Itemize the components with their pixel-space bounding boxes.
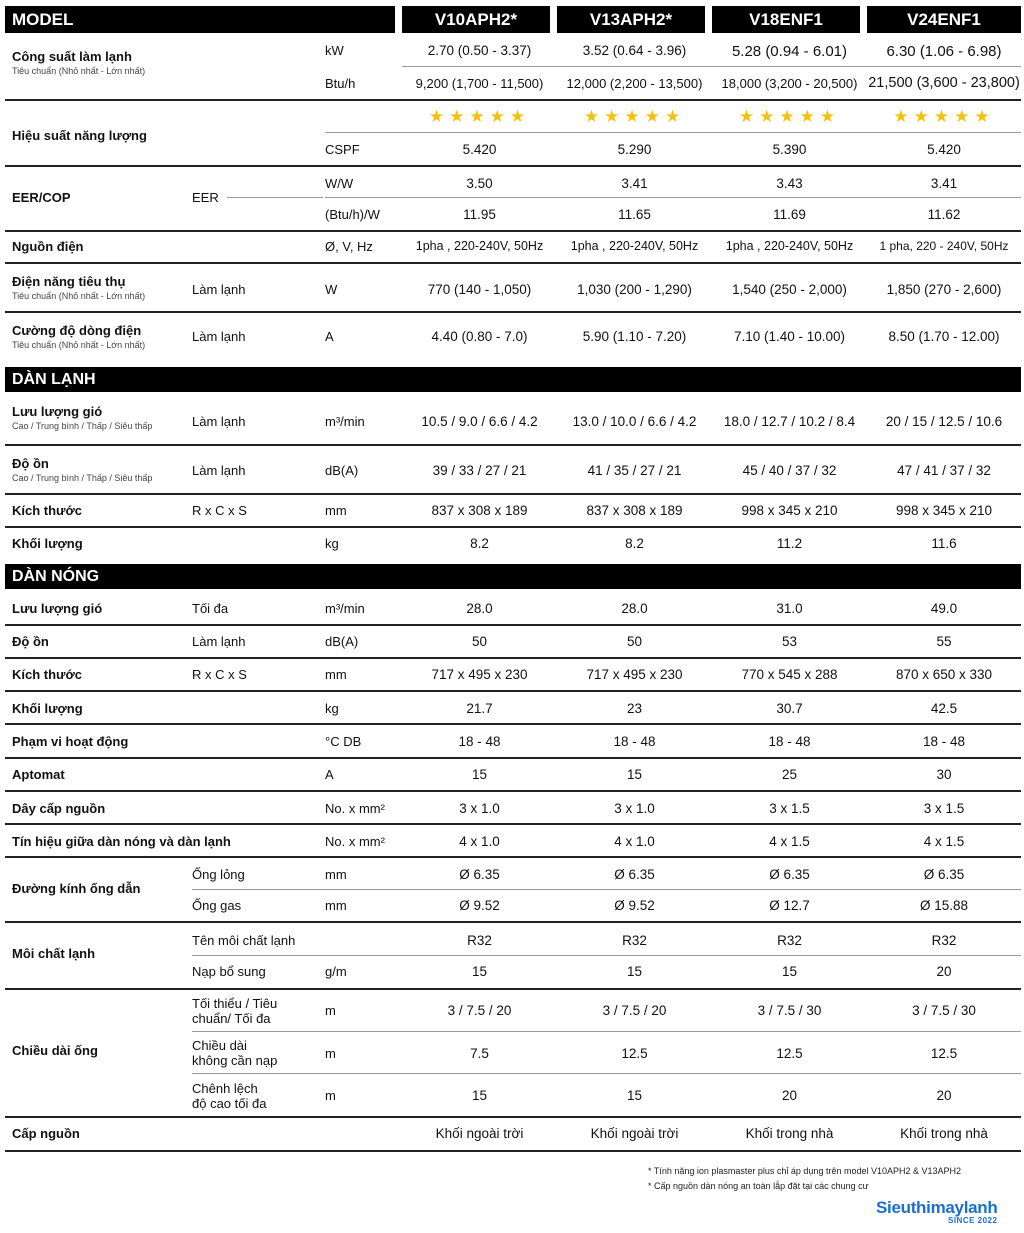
divider bbox=[5, 657, 1021, 659]
breaker-unit: A bbox=[325, 767, 334, 782]
power-source-unit: Ø, V, Hz bbox=[325, 239, 373, 254]
supply-3: Khối trong nhà bbox=[745, 1126, 834, 1141]
divider bbox=[5, 921, 1021, 923]
outdoor-size-sub: R x C x S bbox=[192, 667, 247, 682]
current-label bbox=[12, 323, 145, 350]
outdoor-noise-unit: dB(A) bbox=[325, 634, 359, 649]
supply-label: Cấp nguồn bbox=[12, 1126, 80, 1141]
refrigerant-label: Môi chất lạnh bbox=[12, 946, 96, 961]
outdoor-weight-2: 23 bbox=[626, 701, 643, 716]
operating-range-label: Phạm vi hoạt động bbox=[12, 734, 129, 749]
signal-cable-1: 4 x 1.0 bbox=[459, 834, 500, 849]
consumption-3: 1,540 (250 - 2,000) bbox=[732, 282, 847, 297]
capacity-kw-3: 5.28 (0.94 - 6.01) bbox=[731, 43, 848, 60]
outdoor-weight-4: 42.5 bbox=[930, 701, 958, 716]
capacity-kw-1: 2.70 (0.50 - 3.37) bbox=[427, 43, 532, 58]
divider bbox=[325, 197, 1021, 198]
pipe-length-minmax-4: 3 / 7.5 / 30 bbox=[912, 1003, 976, 1018]
capacity-btu-2: 12,000 (2,200 - 13,500) bbox=[566, 76, 703, 91]
star-rating-2: ★★★★★ bbox=[583, 107, 686, 126]
outdoor-noise-2: 50 bbox=[626, 634, 643, 649]
indoor-size-label: Kích thước bbox=[12, 503, 82, 518]
power-cable-unit: No. x mm² bbox=[325, 801, 385, 816]
outdoor-airflow-unit: m³/min bbox=[325, 601, 365, 616]
consumption-sub: Làm lạnh bbox=[192, 282, 246, 297]
eer-ww-2: 3.41 bbox=[621, 176, 648, 191]
divider bbox=[402, 66, 1021, 67]
gas-pipe-2: Ø 9.52 bbox=[614, 898, 655, 913]
pipe-length-height-4: 20 bbox=[936, 1088, 952, 1103]
operating-range-unit: °C DB bbox=[325, 734, 362, 749]
divider bbox=[5, 493, 1021, 495]
capacity-unit-btu: Btu/h bbox=[325, 76, 356, 91]
capacity-kw-4: 6.30 (1.06 - 6.98) bbox=[886, 43, 1002, 60]
model-col-2: V13APH2* bbox=[557, 6, 705, 33]
cspf-1: 5.420 bbox=[462, 142, 497, 157]
section-indoor: DÀN LẠNH bbox=[5, 367, 1021, 392]
divider bbox=[5, 823, 1021, 825]
signal-cable-3: 4 x 1.5 bbox=[769, 834, 810, 849]
outdoor-size-1: 717 x 495 x 230 bbox=[431, 667, 528, 682]
outdoor-size-label: Kích thước bbox=[12, 667, 82, 682]
gas-pipe-sub: Ống gas bbox=[192, 898, 242, 913]
indoor-airflow-label bbox=[12, 404, 152, 431]
power-cable-1: 3 x 1.0 bbox=[459, 801, 500, 816]
eer-sub: EER bbox=[192, 190, 219, 205]
liquid-pipe-4: Ø 6.35 bbox=[923, 867, 965, 882]
current-1: 4.40 (0.80 - 7.0) bbox=[431, 329, 528, 344]
indoor-airflow-title: Lưu lượng gió bbox=[12, 404, 103, 419]
supply-4: Khối trong nhà bbox=[900, 1126, 988, 1141]
eer-ww-3: 3.43 bbox=[776, 176, 803, 191]
indoor-airflow-note: Cao / Trung bình / Thấp / Siêu thấp bbox=[12, 421, 153, 431]
breaker-1: 15 bbox=[471, 767, 488, 782]
consumption-title: Điện năng tiêu thụ bbox=[12, 274, 126, 289]
pipe-length-label: Chiều dài ống bbox=[12, 1043, 98, 1058]
outdoor-weight-label: Khối lượng bbox=[12, 701, 83, 716]
indoor-weight-2: 8.2 bbox=[625, 536, 644, 551]
model-col-4: V24ENF1 bbox=[867, 6, 1021, 33]
consumption-4: 1,850 (270 - 2,600) bbox=[886, 282, 1002, 297]
operating-range-2: 18 - 48 bbox=[613, 734, 656, 749]
pipe-length-nocharge-4: 12.5 bbox=[930, 1046, 958, 1061]
pipe-length-height-line2: độ cao tối đa bbox=[192, 1096, 267, 1111]
indoor-noise-label bbox=[12, 456, 152, 483]
breaker-3: 25 bbox=[781, 767, 798, 782]
supply-1: Khối ngoài trời bbox=[435, 1126, 524, 1141]
efficiency-label: Hiệu suất năng lượng bbox=[12, 128, 147, 143]
divider bbox=[5, 723, 1021, 725]
pipe-length-minmax-1: 3 / 7.5 / 20 bbox=[447, 1003, 512, 1018]
capacity-label bbox=[12, 49, 145, 76]
indoor-size-unit: mm bbox=[325, 503, 347, 518]
indoor-size-4: 998 x 345 x 210 bbox=[895, 503, 993, 518]
divider bbox=[5, 624, 1021, 626]
divider bbox=[325, 132, 1021, 133]
indoor-noise-2: 41 / 35 / 27 / 21 bbox=[587, 463, 682, 478]
outdoor-airflow-sub: Tối đa bbox=[192, 601, 229, 616]
divider bbox=[192, 955, 1021, 956]
eer-btuw-3: 11.69 bbox=[773, 207, 806, 222]
model-header: MODEL bbox=[5, 6, 395, 33]
outdoor-noise-4: 55 bbox=[936, 634, 952, 649]
power-source-2: 1pha , 220-240V, 50Hz bbox=[570, 239, 699, 253]
power-cable-label: Dây cấp nguồn bbox=[12, 801, 106, 816]
refrigerant-charge-unit: g/m bbox=[325, 964, 347, 979]
outdoor-noise-1: 50 bbox=[471, 634, 488, 649]
pipe-length-nocharge-1: 7.5 bbox=[470, 1046, 489, 1061]
liquid-pipe-3: Ø 6.35 bbox=[769, 867, 810, 882]
pipe-length-minmax-2: 3 / 7.5 / 20 bbox=[602, 1003, 667, 1018]
cspf-3: 5.390 bbox=[772, 142, 807, 157]
footnotes bbox=[648, 1164, 961, 1194]
pipe-length-unit-2: m bbox=[325, 1046, 336, 1061]
indoor-weight-unit: kg bbox=[325, 536, 339, 551]
pipe-length-nocharge-line1: Chiều dài bbox=[192, 1038, 247, 1053]
pipe-length-height-sub bbox=[192, 1081, 266, 1111]
outdoor-size-3: 770 x 545 x 288 bbox=[741, 667, 838, 682]
indoor-noise-title: Độ ồn bbox=[12, 456, 49, 471]
liquid-pipe-2: Ø 6.35 bbox=[614, 867, 655, 882]
indoor-airflow-1: 10.5 / 9.0 / 6.6 / 4.2 bbox=[421, 414, 538, 429]
gas-pipe-3: Ø 12.7 bbox=[769, 898, 810, 913]
breaker-2: 15 bbox=[626, 767, 643, 782]
eer-btuw-4: 11.62 bbox=[927, 207, 961, 222]
indoor-noise-note: Cao / Trung bình / Thấp / Siêu thấp bbox=[12, 473, 153, 483]
current-title: Cường độ dòng điện bbox=[12, 323, 142, 338]
gas-pipe-unit: mm bbox=[325, 898, 347, 913]
footnote-1: * Tính năng ion plasmaster plus chỉ áp dụng trên model V10APH2 & V13APH2 bbox=[648, 1166, 962, 1176]
gas-pipe-1: Ø 9.52 bbox=[459, 898, 500, 913]
pipe-length-nocharge-line2: không cần nạp bbox=[192, 1053, 278, 1068]
cspf-2: 5.290 bbox=[617, 142, 652, 157]
cspf-4: 5.420 bbox=[927, 142, 961, 157]
outdoor-noise-sub: Làm lạnh bbox=[192, 634, 246, 649]
indoor-airflow-sub: Làm lạnh bbox=[192, 414, 246, 429]
divider bbox=[5, 99, 1021, 101]
power-cable-4: 3 x 1.5 bbox=[923, 801, 965, 816]
indoor-airflow-4: 20 / 15 / 12.5 / 10.6 bbox=[885, 414, 1003, 429]
refrigerant-charge-2: 15 bbox=[626, 964, 643, 979]
power-cable-2: 3 x 1.0 bbox=[614, 801, 655, 816]
eer-btuw-1: 11.95 bbox=[463, 207, 496, 222]
eer-unit-btuw: (Btu/h)/W bbox=[325, 207, 380, 222]
outdoor-airflow-1: 28.0 bbox=[466, 601, 493, 616]
divider bbox=[5, 311, 1021, 313]
divider bbox=[5, 1150, 1021, 1152]
eer-ww-1: 3.50 bbox=[466, 176, 493, 191]
indoor-airflow-3: 18.0 / 12.7 / 10.2 / 8.4 bbox=[723, 414, 856, 429]
star-rating-1: ★★★★★ bbox=[428, 107, 531, 126]
star-rating-4: ★★★★★ bbox=[893, 107, 995, 126]
footnote-2: * Cấp nguồn dàn nóng an toàn lắp đặt tại các chung cư bbox=[648, 1181, 869, 1191]
pipe-length-minmax-3: 3 / 7.5 / 30 bbox=[757, 1003, 822, 1018]
outdoor-airflow-2: 28.0 bbox=[621, 601, 648, 616]
divider bbox=[5, 230, 1021, 232]
breaker-label: Aptomat bbox=[12, 767, 65, 782]
divider bbox=[227, 197, 323, 198]
power-source-1: 1pha , 220-240V, 50Hz bbox=[415, 239, 544, 253]
divider bbox=[5, 1116, 1021, 1118]
operating-range-4: 18 - 48 bbox=[922, 734, 966, 749]
pipe-length-nocharge-3: 12.5 bbox=[776, 1046, 803, 1061]
indoor-airflow-unit: m³/min bbox=[325, 414, 365, 429]
consumption-1: 770 (140 - 1,050) bbox=[427, 282, 532, 297]
eer-unit-ww: W/W bbox=[325, 176, 354, 191]
current-2: 5.90 (1.10 - 7.20) bbox=[582, 329, 687, 344]
brand-name: Sieuthimaylanh bbox=[876, 1198, 998, 1217]
power-source-label: Nguồn điện bbox=[12, 239, 84, 254]
star-rating-3: ★★★★★ bbox=[738, 107, 841, 126]
divider bbox=[192, 1031, 1021, 1032]
signal-cable-label: Tín hiệu giữa dàn nóng và dàn lạnh bbox=[12, 834, 231, 849]
indoor-size-sub: R x C x S bbox=[192, 503, 247, 518]
refrigerant-name-sub: Tên môi chất lạnh bbox=[192, 933, 296, 948]
pipe-length-height-3: 20 bbox=[781, 1088, 798, 1103]
model-col-1: V10APH2* bbox=[402, 6, 550, 33]
outdoor-weight-3: 30.7 bbox=[776, 701, 803, 716]
signal-cable-2: 4 x 1.0 bbox=[614, 834, 655, 849]
indoor-noise-sub: Làm lạnh bbox=[192, 463, 246, 478]
indoor-noise-3: 45 / 40 / 37 / 32 bbox=[742, 463, 837, 478]
current-4: 8.50 (1.70 - 12.00) bbox=[888, 329, 1000, 344]
eer-btuw-2: 11.65 bbox=[618, 207, 651, 222]
pipe-length-height-2: 15 bbox=[626, 1088, 643, 1103]
pipe-length-minmax-line1: Tối thiểu / Tiêu bbox=[192, 996, 278, 1011]
refrigerant-charge-3: 15 bbox=[781, 964, 798, 979]
refrigerant-name-2: R32 bbox=[622, 933, 647, 948]
model-col-3: V18ENF1 bbox=[712, 6, 860, 33]
divider bbox=[5, 526, 1021, 528]
pipe-length-minmax-sub bbox=[192, 996, 277, 1026]
divider bbox=[5, 988, 1021, 990]
refrigerant-charge-4: 20 bbox=[936, 964, 952, 979]
divider bbox=[5, 444, 1021, 446]
brand-since: SINCE 2022 bbox=[947, 1216, 998, 1225]
indoor-weight-4: 11.6 bbox=[931, 536, 957, 551]
divider bbox=[192, 1073, 1021, 1074]
consumption-label bbox=[12, 274, 145, 301]
brand-logo bbox=[876, 1198, 997, 1225]
divider bbox=[5, 790, 1021, 792]
liquid-pipe-sub: Ống lỏng bbox=[192, 867, 245, 882]
liquid-pipe-unit: mm bbox=[325, 867, 347, 882]
pipe-diameter-label: Đường kính ống dẫn bbox=[12, 881, 141, 896]
pipe-length-nocharge-2: 12.5 bbox=[621, 1046, 648, 1061]
divider bbox=[192, 889, 1021, 890]
indoor-weight-1: 8.2 bbox=[470, 536, 489, 551]
section-outdoor: DÀN NÓNG bbox=[5, 564, 1021, 589]
operating-range-3: 18 - 48 bbox=[768, 734, 811, 749]
pipe-length-unit-3: m bbox=[325, 1088, 336, 1103]
pipe-length-height-1: 15 bbox=[471, 1088, 488, 1103]
indoor-airflow-2: 13.0 / 10.0 / 6.6 / 4.2 bbox=[572, 414, 697, 429]
capacity-note: Tiêu chuẩn (Nhỏ nhất - Lớn nhất) bbox=[12, 66, 146, 76]
current-note: Tiêu chuẩn (Nhỏ nhất - Lớn nhất) bbox=[12, 340, 146, 350]
outdoor-noise-3: 53 bbox=[781, 634, 798, 649]
outdoor-size-2: 717 x 495 x 230 bbox=[586, 667, 683, 682]
current-unit: A bbox=[325, 329, 334, 344]
divider bbox=[5, 757, 1021, 759]
outdoor-airflow-4: 49.0 bbox=[930, 601, 958, 616]
refrigerant-charge-1: 15 bbox=[471, 964, 488, 979]
pipe-length-height-line1: Chênh lệch bbox=[192, 1081, 258, 1096]
refrigerant-charge-sub: Nạp bổ sung bbox=[192, 964, 266, 979]
refrigerant-name-1: R32 bbox=[467, 933, 492, 948]
power-source-3: 1pha , 220-240V, 50Hz bbox=[725, 239, 854, 253]
divider bbox=[5, 856, 1021, 858]
capacity-btu-1: 9,200 (1,700 - 11,500) bbox=[415, 76, 544, 91]
indoor-weight-3: 11.2 bbox=[776, 536, 803, 551]
outdoor-weight-unit: kg bbox=[325, 701, 339, 716]
outdoor-airflow-label: Lưu lượng gió bbox=[12, 601, 103, 616]
refrigerant-name-3: R32 bbox=[777, 933, 802, 948]
indoor-size-2: 837 x 308 x 189 bbox=[586, 503, 683, 518]
capacity-kw-2: 3.52 (0.64 - 3.96) bbox=[582, 43, 687, 58]
signal-cable-unit: No. x mm² bbox=[325, 834, 385, 849]
outdoor-size-unit: mm bbox=[325, 667, 347, 682]
indoor-size-1: 837 x 308 x 189 bbox=[431, 503, 528, 518]
outdoor-weight-1: 21.7 bbox=[466, 701, 493, 716]
indoor-noise-1: 39 / 33 / 27 / 21 bbox=[432, 463, 527, 478]
current-3: 7.10 (1.40 - 10.00) bbox=[733, 329, 846, 344]
divider bbox=[5, 690, 1021, 692]
capacity-btu-4: 21,500 (3,600 - 23,800) bbox=[868, 75, 1020, 91]
consumption-2: 1,030 (200 - 1,290) bbox=[577, 282, 692, 297]
pipe-length-nocharge-sub bbox=[192, 1038, 277, 1068]
supply-2: Khối ngoài trời bbox=[590, 1126, 679, 1141]
outdoor-airflow-3: 31.0 bbox=[776, 601, 803, 616]
indoor-weight-label: Khối lượng bbox=[12, 536, 83, 551]
breaker-4: 30 bbox=[936, 767, 952, 782]
eer-label: EER/COP bbox=[12, 190, 71, 205]
consumption-unit: W bbox=[325, 282, 338, 297]
cspf-unit: CSPF bbox=[325, 142, 360, 157]
capacity-unit-kw: kW bbox=[325, 43, 344, 58]
table-header bbox=[5, 0, 1021, 33]
indoor-noise-4: 47 / 41 / 37 / 32 bbox=[897, 463, 991, 478]
gas-pipe-4: Ø 15.88 bbox=[919, 898, 969, 913]
operating-range-1: 18 - 48 bbox=[458, 734, 501, 749]
power-source-4: 1 pha, 220 - 240V, 50Hz bbox=[879, 239, 1009, 253]
indoor-noise-unit: dB(A) bbox=[325, 463, 359, 478]
outdoor-noise-label: Độ ồn bbox=[12, 634, 49, 649]
eer-ww-4: 3.41 bbox=[930, 176, 958, 191]
pipe-length-minmax-line2: chuẩn/ Tối đa bbox=[192, 1011, 271, 1026]
divider bbox=[5, 262, 1021, 264]
refrigerant-name-4: R32 bbox=[931, 933, 957, 948]
signal-cable-4: 4 x 1.5 bbox=[923, 834, 965, 849]
divider bbox=[5, 165, 1021, 167]
outdoor-size-4: 870 x 650 x 330 bbox=[895, 667, 993, 682]
consumption-note: Tiêu chuẩn (Nhỏ nhất - Lớn nhất) bbox=[12, 291, 146, 301]
pipe-length-unit: m bbox=[325, 1003, 336, 1018]
capacity-title: Công suất làm lạnh bbox=[12, 49, 132, 64]
power-cable-3: 3 x 1.5 bbox=[769, 801, 810, 816]
current-sub: Làm lạnh bbox=[192, 329, 246, 344]
capacity-btu-3: 18,000 (3,200 - 20,500) bbox=[721, 76, 858, 91]
liquid-pipe-1: Ø 6.35 bbox=[459, 867, 500, 882]
indoor-size-3: 998 x 345 x 210 bbox=[741, 503, 838, 518]
